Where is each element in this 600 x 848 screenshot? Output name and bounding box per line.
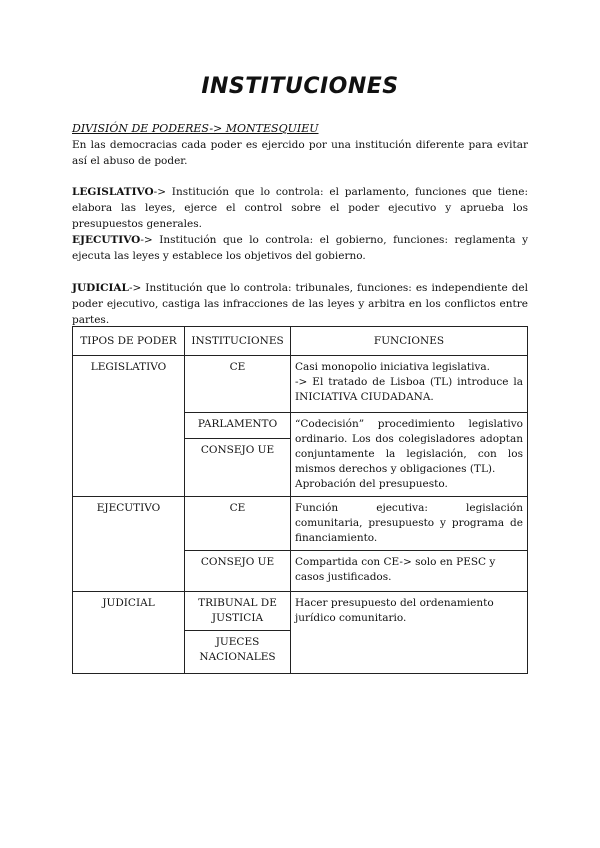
table-header-row xyxy=(73,327,528,356)
table-row xyxy=(73,356,528,413)
term-judicial: JUDICIAL xyxy=(72,282,129,294)
paragraph-legislativo xyxy=(72,184,528,232)
text-ejecutivo: -> Institución que lo controla: el gobierno, funciones: reglamenta y ejecuta las leyes y establece los objetivos del gobierno. xyxy=(72,234,528,262)
func-ce-line-1: Casi monopolio iniciativa legislativa. xyxy=(295,361,491,373)
cell-func-judicial: Hacer presupuesto del ordenamiento jurídico comunitario. xyxy=(291,592,528,674)
func-presupuesto-text: Aprobación del presupuesto. xyxy=(295,478,448,490)
cell-inst-ce-ejecutivo: CE xyxy=(185,497,291,551)
cell-power-legislativo: LEGISLATIVO xyxy=(73,356,185,497)
header-tipos: TIPOS DE PODER xyxy=(73,327,185,356)
paragraph-judicial xyxy=(72,280,528,328)
cell-func-ce-ejecutivo: Función ejecutiva: legislación comunitaria, presupuesto y programa de financiamiento. xyxy=(291,497,528,551)
text-judicial: -> Institución que lo controla: tribunales, funciones: es independiente del poder ejecutivo, castiga las infracciones de las leyes y arbitra en los conflictos entre partes. xyxy=(72,282,528,326)
cell-inst-parlamento: PARLAMENTO xyxy=(185,413,291,439)
cell-inst-consejo-ejecutivo: CONSEJO UE xyxy=(185,551,291,592)
header-instituciones: INSTITUCIONES xyxy=(185,327,291,356)
page-title: INSTITUCIONES xyxy=(201,74,399,99)
table-row xyxy=(73,592,528,631)
func-codecision-text: “Codecisión” procedimiento legislativo ordinario. Los dos colegisladores adoptan conjuntamente la legislación, con los mismos derechos y obligaciones (TL). xyxy=(295,418,523,475)
text-legislativo: -> Institución que lo controla: el parlamento, funciones que tiene: elabora las leyes, ejerce el control sobre el poder ejecutivo y aprueba los presupuestos generales. xyxy=(72,186,528,230)
cell-func-consejo-ejecutivo: Compartida con CE-> solo en PESC y casos justificados. xyxy=(291,551,528,592)
cell-inst-ce: CE xyxy=(185,356,291,413)
powers-table xyxy=(72,326,528,674)
term-ejecutivo: EJECUTIVO xyxy=(72,234,141,246)
func-ce-line-2: -> El tratado de Lisboa (TL) introduce la INICIATIVA CIUDADANA. xyxy=(295,376,523,403)
cell-inst-jueces: JUECES NACIONALES xyxy=(185,631,291,674)
table-row xyxy=(73,497,528,551)
term-legislativo: LEGISLATIVO xyxy=(72,186,154,198)
cell-func-ce-legislativo xyxy=(291,356,528,413)
header-funciones: FUNCIONES xyxy=(291,327,528,356)
cell-power-judicial: JUDICIAL xyxy=(73,592,185,674)
paragraph-ejecutivo xyxy=(72,232,528,264)
intro-paragraph: En las democracias cada poder es ejercido por una institución diferente para evitar así el abuso de poder. xyxy=(72,139,528,167)
section-subtitle: DIVISIÓN DE PODERES-> MONTESQUIEU xyxy=(72,122,319,135)
cell-inst-consejo-legislativo: CONSEJO UE xyxy=(185,438,291,496)
cell-power-ejecutivo: EJECUTIVO xyxy=(73,497,185,592)
cell-func-codecision xyxy=(291,413,528,497)
cell-inst-tribunal: TRIBUNAL DE JUSTICIA xyxy=(185,592,291,631)
